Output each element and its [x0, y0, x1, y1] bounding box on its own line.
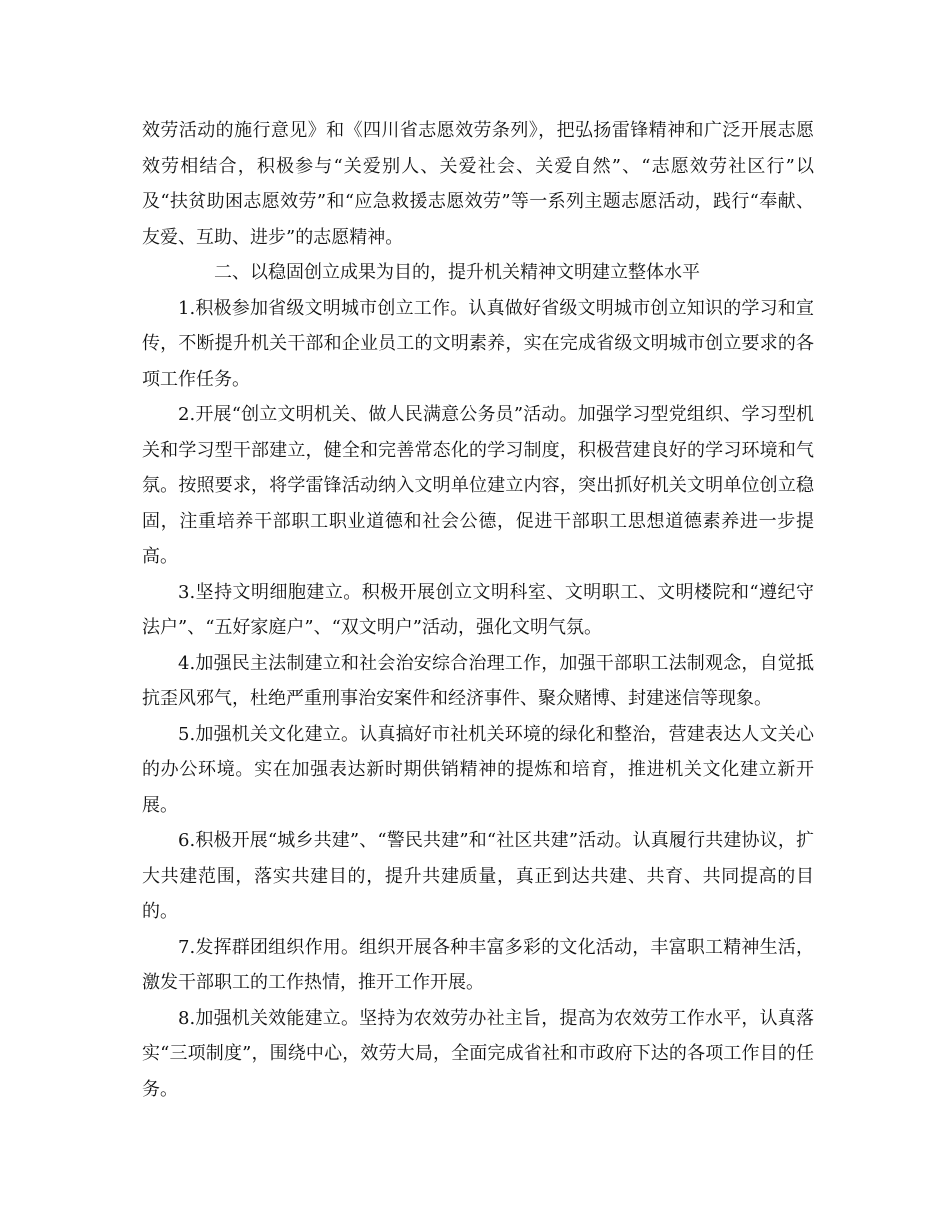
list-item-7: 7.发挥群团组织作用。组织开展各种丰富多彩的文化活动，丰富职工精神生活，激发干部职工的工作热情，推开工作开展。: [142, 936, 814, 993]
section-heading: 二、以稳固创立成果为目的，提升机关精神文明建立整体水平: [214, 262, 700, 283]
list-item-2: 2.开展“创立文明机关、做人民满意公务员”活动。加强学习型党组织、学习型机关和学习型干部建立，健全和完善常态化的学习制度，积极营建良好的学习环境和气氛。按照要求，将学雷锋活动纳入文明单位建立内容，突出抓好机关文明单位创立稳固，注重培养干部职工职业道德和社会公德，促进干部职工思想道德素养进一步提高。: [142, 404, 814, 567]
list-item-6: 6.积极开展“城乡共建”、“警民共建”和“社区共建”活动。认真履行共建协议，扩大共建范围，落实共建目的，提升共建质量，真正到达共建、共育、共同提高的目的。: [142, 830, 814, 922]
list-item-1: 1.积极参加省级文明城市创立工作。认真做好省级文明城市创立知识的学习和宣传，不断提升机关干部和企业员工的文明素养，实在完成省级文明城市创立要求的各项工作任务。: [142, 297, 814, 390]
list-item-8: 8.加强机关效能建立。坚持为农效劳办社主旨，提高为农效劳工作水平，认真落实“三项制度”，围绕中心，效劳大局，全面完成省社和市政府下达的各项工作目的任务。: [142, 1007, 814, 1100]
list-item-5: 5.加强机关文化建立。认真搞好市社机关环境的绿化和整治，营建表达人文关心的办公环境。实在加强表达新时期供销精神的提炼和培育，推进机关文化建立新开展。: [142, 723, 814, 816]
intro-paragraph: 效劳活动的施行意见》和《四川省志愿效劳条列》，把弘扬雷锋精神和广泛开展志愿效劳相结合，积极参与“关爱别人、关爱社会、关爱自然”、“志愿效劳社区行”以及“扶贫助困志愿效劳”和“应急救援志愿效劳”等一系列主题志愿活动，践行“奉献、友爱、互助、进步”的志愿精神。: [142, 120, 814, 248]
list-item-3: 3.坚持文明细胞建立。积极开展创立文明科室、文明职工、文明楼院和“遵纪守法户”、“五好家庭户”、“双文明户”活动，强化文明气氛。: [142, 581, 814, 638]
document-page: [142, 113, 814, 1107]
list-item-4: 4.加强民主法制建立和社会治安综合治理工作，加强干部职工法制观念，自觉抵抗歪风邪气，杜绝严重刑事治安案件和经济事件、聚众赌博、封建迷信等现象。: [142, 652, 814, 709]
